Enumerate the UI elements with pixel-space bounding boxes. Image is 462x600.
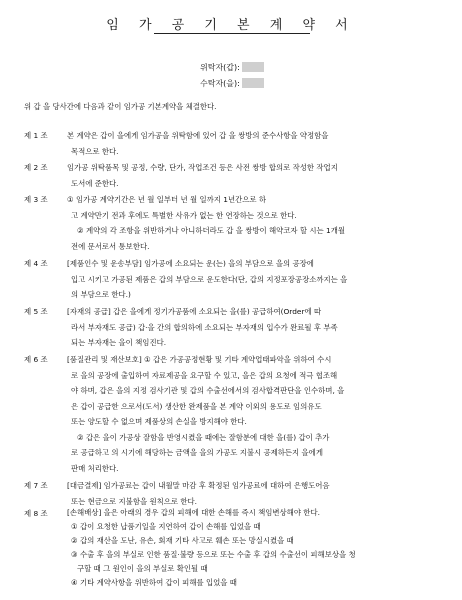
article-line: ① 임가공 계약기간은 년 월 일부터 년 월 일까지 1년간으로 하 xyxy=(67,195,267,204)
article-line: [대금결제] 임가공료는 갑이 내월말 마감 후 확정된 임가공료에 대하여 은행도어음 xyxy=(67,481,330,490)
article-3 xyxy=(24,192,442,254)
article-line: [자재의 공급] 갑은 을에게 정기가공품에 소요되는 을(를) 공급하여(Order에 따 xyxy=(67,307,322,316)
article-line: 전에 문서로서 통보한다. xyxy=(71,241,150,251)
article-line: 고 계약만기 전과 후에도 특별한 사유가 없는 한 연장하는 것으로 한다. xyxy=(71,210,297,220)
article-7 xyxy=(24,478,442,509)
article-line: 은 갑이 공급한 으로서(도서) 생산한 완제품을 본 계약 이외의 용도로 임의유도 xyxy=(71,401,322,411)
article-line: 로 공급하고 의 시기에 해당하는 금액을 을의 가공도 지불시 공제하든지 을에게 xyxy=(71,448,323,457)
article-number: 제 8 조 xyxy=(24,509,48,518)
article-8 xyxy=(24,506,442,590)
title-underline xyxy=(154,33,310,34)
article-number: 제 7 조 xyxy=(24,481,48,490)
article-line: [제품인수 및 운송부담] 임가공에 소요되는 운(는) 을의 부담으로 을의 공장에 xyxy=(67,259,314,268)
article-line: ② 갑은 을이 가공상 잘함을 반영시켰을 때에는 잘함분에 대한 을(를) 갑이 추가 xyxy=(77,432,330,442)
article-body xyxy=(67,352,442,476)
article-line: 야 하며, 갑은 을의 지정 검사기관 및 갑의 수출선에서의 검사합격판단을 인수하며, 을 xyxy=(71,386,345,395)
party-first-label: 위탁자(갑): xyxy=(200,63,240,72)
article-line: [품질관리 및 재산보호] ① 갑은 가공공정현황 및 기타 계약업태파악을 위하여 수시 xyxy=(67,355,332,364)
article-line: 본 계약은 갑이 을에게 임가공을 위탁함에 있어 갑 을 쌍방의 준수사항을 약정함을 xyxy=(67,131,329,140)
article-5 xyxy=(24,304,442,351)
article-body xyxy=(67,192,442,254)
article-line: 임가공 위탁품목 및 공정, 수량, 단가, 작업조건 등은 사전 쌍방 합의로 작성한 작업지 xyxy=(67,163,338,172)
article-number: 제 2 조 xyxy=(24,163,48,172)
article-6 xyxy=(24,352,442,476)
article-body xyxy=(67,478,442,509)
article-line: 의 부담으로 한다.) xyxy=(71,290,131,299)
article-line: 라서 부자재도 공급) 갑·을 간의 합의하에 소요되는 부자재의 입수가 완료될 후 부족 xyxy=(71,322,338,332)
party-second-redacted-box xyxy=(242,78,264,88)
article-line: ② 갑의 재산을 도난, 유손, 회재 기타 사고로 훼손 또는 망실시켰을 때 xyxy=(71,536,294,545)
article-line: ① 갑이 요청한 납품기일을 지연하여 갑이 손해를 입었을 때 xyxy=(71,522,261,531)
article-number: 제 5 조 xyxy=(24,307,48,316)
article-number: 제 3 조 xyxy=(24,195,48,204)
article-line: 입고 시키고 가공된 제품은 갑의 부담으로 운도한다(단, 갑의 지정포장공장소까지는 을 xyxy=(71,274,348,284)
article-line: 판매 처리한다. xyxy=(71,463,119,473)
article-line: 목적으로 한다. xyxy=(71,146,119,156)
article-line: ③ 수출 후 을의 부실로 인한 품질·불량 등으로 또는 수출 후 갑의 수출선이 피해보상을 청 xyxy=(71,550,356,559)
article-number: 제 4 조 xyxy=(24,259,48,268)
document-title: 임 가 공 기 본 계 약 서 xyxy=(106,18,356,33)
party-second-label: 수탁자(을): xyxy=(200,79,240,88)
article-1 xyxy=(24,128,442,159)
article-body xyxy=(67,256,442,303)
party-second xyxy=(200,78,264,89)
article-2 xyxy=(24,160,442,191)
article-line: [손해배상] 을은 아래의 경우 갑의 피해에 대한 손해를 즉시 책임변상해야 한다. xyxy=(67,508,320,517)
article-line: 로 을의 공장에 출입하여 자료제공을 요구할 수 있고, 을은 갑의 요청에 적극 협조해 xyxy=(71,370,338,380)
article-line: 되는 부자재는 을이 책임진다. xyxy=(71,338,167,347)
intro-paragraph: 위 갑 을 당사간에 다음과 같이 임가공 기본계약을 체결한다. xyxy=(24,102,217,111)
party-first xyxy=(200,62,264,73)
article-4 xyxy=(24,256,442,303)
article-line: 도서에 준한다. xyxy=(71,178,119,188)
article-line: ② 계약의 각 조항을 위반하거나 아니하더라도 갑 을 쌍방이 해약코자 할 시는 1개월 xyxy=(77,226,345,235)
article-number: 제 1 조 xyxy=(24,131,48,140)
article-number: 제 6 조 xyxy=(24,355,48,364)
article-body xyxy=(67,128,442,159)
party-first-redacted-box xyxy=(242,62,264,72)
article-body xyxy=(67,160,442,191)
article-line: 또는 현금으로 지불함을 원칙으로 한다. xyxy=(71,496,197,506)
article-body xyxy=(67,506,442,590)
article-line: 또는 양도할 수 없으며 제품상의 손실을 방지해야 한다. xyxy=(71,417,247,426)
article-line: ④ 기타 계약사항을 위반하여 갑이 피해를 입었을 때 xyxy=(71,578,237,587)
article-body xyxy=(67,304,442,351)
article-line: 구할 때 그 원인이 을의 부실로 확인될 때 xyxy=(77,564,208,573)
